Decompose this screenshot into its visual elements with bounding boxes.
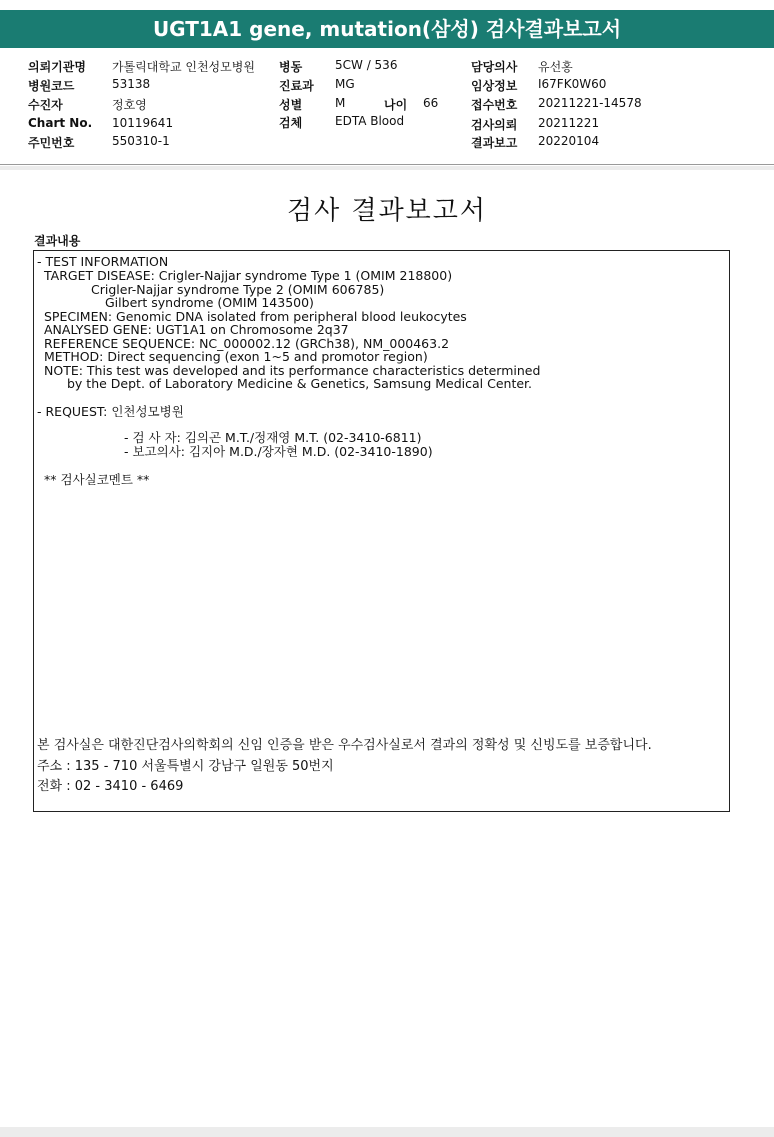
phone-line: 전화 : 02 - 3410 - 6469 [37, 779, 184, 794]
certification-note: 본 검사실은 대한진단검사의학회의 신임 인증을 받은 우수검사실로서 결과의 정확성 및 신빙도를 보증합니다. [37, 738, 652, 753]
age-value: 66 [423, 96, 439, 110]
sex-label: 성별 [279, 98, 303, 112]
resident-no-value: 550310-1 [112, 134, 170, 148]
result-line: SPECIMEN: Genomic DNA isolated from peripheral blood leukocytes [44, 309, 467, 324]
result-section-label: 결과내용 [34, 234, 81, 248]
address-line: 주소 : 135 - 710 서울특별시 강남구 일원동 50번지 [37, 759, 334, 774]
result-line: - TEST INFORMATION [37, 254, 169, 269]
result-content-box [33, 250, 730, 812]
age-label: 나이 [384, 98, 408, 112]
report-header-title: UGT1A1 gene, mutation(삼성) 검사결과보고서 [0, 10, 774, 48]
result-line: Crigler-Najjar syndrome Type 2 (OMIM 606785) [91, 282, 385, 297]
clinical-info-label: 임상정보 [471, 79, 518, 93]
result-line: Gilbert syndrome (OMIM 143500) [105, 295, 314, 310]
report-title: 검사 결과보고서 [286, 196, 488, 226]
specimen-value: EDTA Blood [335, 114, 405, 128]
result-line: ANALYSED GENE: UGT1A1 on Chromosome 2q37 [44, 322, 349, 337]
specimen-label: 검체 [279, 116, 303, 130]
header-divider [0, 164, 774, 165]
sex-value: M [335, 96, 346, 110]
result-line: - 보고의사: 김지아 M.D./장자현 M.D. (02-3410-1890) [124, 444, 433, 459]
clinical-info-value: I67FK0W60 [538, 77, 607, 91]
examinee-value: 정호영 [112, 98, 147, 112]
department-label: 진료과 [279, 79, 314, 93]
chart-no-value: 10119641 [112, 116, 174, 130]
examinee-label: 수진자 [28, 98, 63, 112]
result-line: - 검 사 자: 김의곤 M.T./정재영 M.T. (02-3410-6811) [124, 430, 422, 445]
result-line: - REQUEST: 인천성모병원 [37, 404, 184, 419]
result-line: METHOD: Direct sequencing (exon 1~5 and promotor region) [44, 349, 428, 364]
request-date-value: 20211221 [538, 116, 600, 130]
doctor-label: 담당의사 [471, 60, 518, 74]
ward-label: 병동 [279, 60, 303, 74]
receipt-no-value: 20211221-14578 [538, 96, 642, 110]
institution-label: 의뢰기관명 [28, 60, 86, 74]
resident-no-label: 주민번호 [28, 136, 75, 150]
report-date-label: 결과보고 [471, 136, 518, 150]
department-value: MG [335, 77, 355, 91]
doctor-value: 유선홍 [538, 60, 573, 74]
receipt-no-label: 접수번호 [471, 98, 518, 112]
chart-no-label: Chart No. [28, 116, 93, 130]
result-line: TARGET DISEASE: Crigler-Najjar syndrome Type 1 (OMIM 218800) [44, 268, 453, 283]
report-date-value: 20220104 [538, 134, 600, 148]
request-date-label: 검사의뢰 [471, 118, 518, 132]
ward-value: 5CW / 536 [335, 58, 398, 72]
institution-value: 가톨릭대학교 인천성모병원 [112, 60, 255, 74]
result-line: by the Dept. of Laboratory Medicine & Genetics, Samsung Medical Center. [67, 376, 533, 391]
hospital-code-label: 병원코드 [28, 79, 75, 93]
lab-comment-label: ** 검사실코멘트 ** [44, 472, 150, 487]
result-line: NOTE: This test was developed and its performance characteristics determined [44, 363, 541, 378]
hospital-code-value: 53138 [112, 77, 151, 91]
page-bottom-strip [0, 1127, 774, 1137]
header-divider-shadow [0, 166, 774, 170]
result-line: REFERENCE SEQUENCE: NC_000002.12 (GRCh38), NM_000463.2 [44, 336, 450, 351]
